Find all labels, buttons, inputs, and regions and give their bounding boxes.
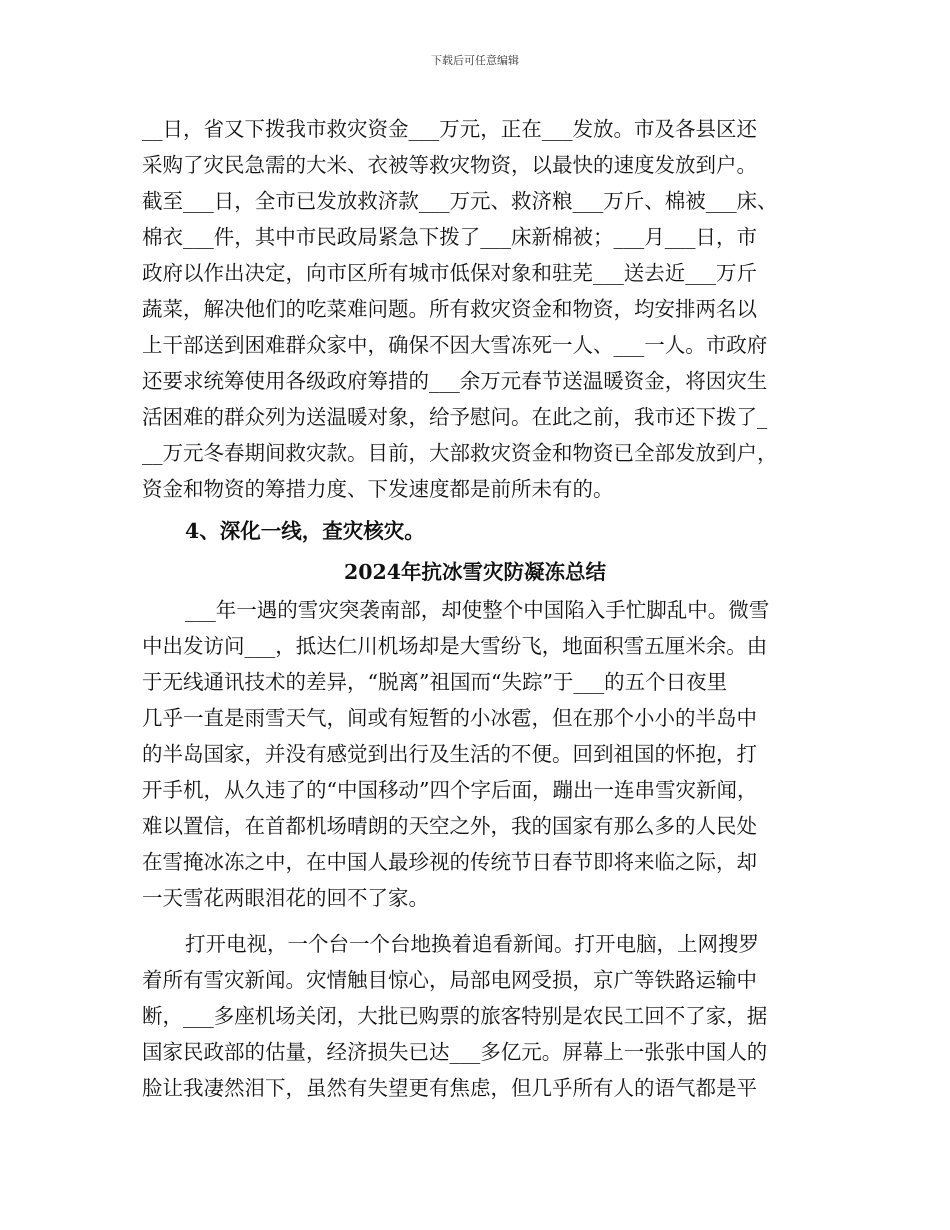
text-line: 截至___日，全市已发放救济款___万元、救济粮___万斤、棉被___床、: [142, 189, 778, 213]
text-line: __万元冬春期间救灾款。目前，大部救灾资金和物资已全部发放到户，: [142, 441, 778, 465]
text-line: ___年一遇的雪灾突袭南部，却使整个中国陷入手忙脚乱中。微雪: [185, 598, 770, 622]
text-line: 国家民政部的估量，经济损失已达___多亿元。屏幕上一张张中国人的: [142, 1040, 768, 1064]
text-line: 还要求统筹使用各级政府筹措的___余万元春节送温暖资金，将因灾生: [142, 369, 768, 393]
text-line: 采购了灾民急需的大米、衣被等救灾物资，以最快的速度发放到户。: [142, 153, 757, 177]
text-line: 脸让我凄然泪下，虽然有失望更有焦虑，但几乎所有人的语气都是平: [142, 1076, 757, 1100]
text-line: 在雪掩冰冻之中，在中国人最珍视的传统节日春节即将来临之际，却: [142, 850, 757, 874]
text-line: 于无线通讯技术的差异，“脱离”祖国而“失踪”于___的五个日夜里: [142, 670, 728, 694]
text-line: 断，___多座机场关闭，大批已购票的旅客特别是农民工回不了家，据: [142, 1004, 768, 1028]
document-title: 2024年抗冰雪灾防凝冻总结: [343, 560, 607, 584]
text-line: 中出发访问___，抵达仁川机场却是大雪纷飞，地面积雪五厘米余。由: [142, 634, 768, 658]
text-line: 开手机，从久违了的“中国移动”四个字后面，蹦出一连串雪灾新闻，: [142, 778, 758, 802]
text-line: 几乎一直是雨雪天气，间或有短暂的小冰雹，但在那个小小的半岛中: [142, 706, 757, 730]
text-line: 打开电视，一个台一个台地换着追看新闻。打开电脑，上网搜罗: [185, 932, 759, 956]
text-line: 棉衣___件，其中市民政局紧急下拨了___床新棉被；___月___日，市: [142, 225, 757, 249]
text-line: 难以置信，在首都机场晴朗的天空之外，我的国家有那么多的人民处: [142, 814, 757, 838]
text-line: 蔬菜，解决他们的吃菜难问题。所有救灾资金和物资，均安排两名以: [142, 297, 757, 321]
text-line: 活困难的群众列为送温暖对象，给予慰问。在此之前，我市还下拨了_: [142, 405, 768, 429]
text-line: 政府以作出决定，向市区所有城市低保对象和驻芜___送去近___万斤: [142, 261, 757, 285]
section-heading: 4、深化一线，查灾核灾。: [185, 519, 425, 543]
text-line: 的半岛国家，并没有感觉到出行及生活的不便。回到祖国的怀抱，打: [142, 742, 757, 766]
page-header: 下载后可任意编辑: [431, 54, 519, 67]
text-line: 一天雪花两眼泪花的回不了家。: [142, 886, 429, 910]
text-line: 着所有雪灾新闻。灾情触目惊心，局部电网受损，京广等铁路运输中: [142, 968, 757, 992]
text-line: __日，省又下拨我市救灾资金___万元，正在___发放。市及各县区还: [142, 117, 757, 141]
text-line: 上干部送到困难群众家中，确保不因大雪冻死一人、___一人。市政府: [142, 333, 768, 357]
text-line: 资金和物资的筹措力度、下发速度都是前所未有的。: [142, 477, 614, 501]
